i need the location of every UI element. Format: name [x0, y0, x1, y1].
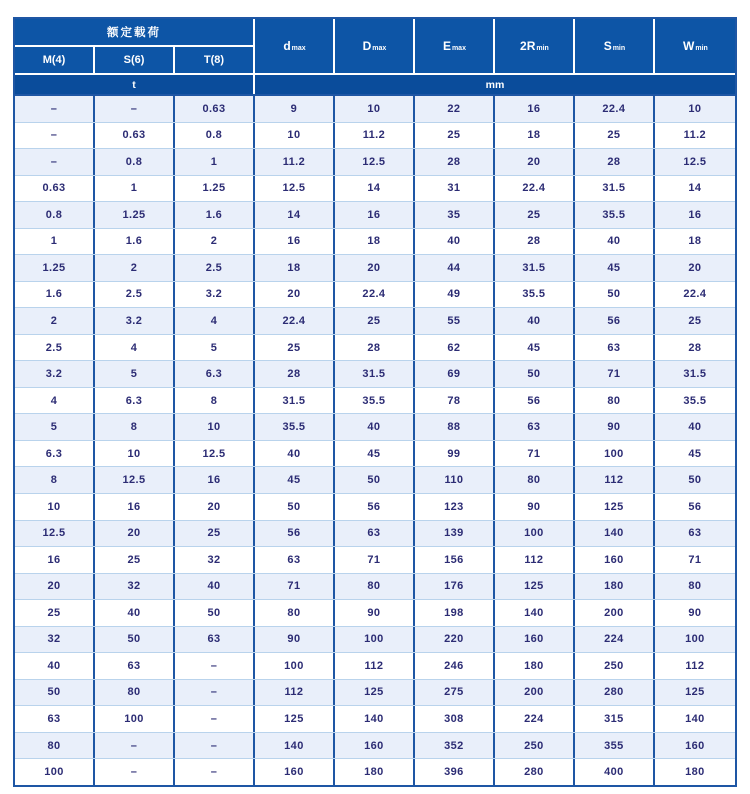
table-cell: 20 — [335, 255, 415, 281]
table-cell: 100 — [335, 627, 415, 653]
table-cell: 112 — [685, 659, 705, 672]
table-cell: – — [175, 706, 255, 732]
table-cell: 125 — [685, 686, 705, 699]
table-cell: 18 — [688, 235, 702, 248]
table-cell: 250 — [495, 733, 575, 759]
table-cell: 25 — [335, 308, 415, 334]
table-cell: 180 — [575, 574, 655, 600]
table-cell: 71 — [255, 574, 335, 600]
table-row — [15, 521, 735, 548]
table-cell: 22.4 — [575, 96, 655, 122]
table-cell: 0.8 — [95, 149, 175, 175]
table-row — [15, 547, 735, 574]
table-cell: 12.5 — [255, 176, 335, 202]
table-cell: 40 — [495, 308, 575, 334]
table-cell: – — [95, 733, 175, 759]
table-cell: 2.5 — [175, 255, 255, 281]
table-row — [15, 414, 735, 441]
dim-label: W — [683, 39, 695, 53]
table-cell: 20 — [175, 494, 255, 520]
table-cell: 90 — [688, 606, 702, 619]
table-cell: 0.63 — [175, 96, 255, 122]
dim-label: E — [442, 39, 451, 53]
table-cell: – — [175, 759, 255, 785]
table-row — [15, 96, 735, 123]
table-cell: 4 — [95, 335, 175, 361]
table-cell: 224 — [575, 627, 655, 653]
table-cell: 180 — [685, 766, 705, 779]
column-header-m4: M(4) — [15, 47, 95, 73]
table-cell: 2 — [175, 229, 255, 255]
table-cell: 31.5 — [495, 255, 575, 281]
table-cell: 80 — [688, 580, 702, 593]
table-cell: 12.5 — [95, 467, 175, 493]
table-cell: 25 — [255, 335, 335, 361]
table-cell: 1 — [175, 149, 255, 175]
unit-dims-label: mm — [485, 78, 505, 91]
table-cell: 35.5 — [683, 394, 707, 407]
table-cell: 1 — [15, 229, 95, 255]
table-cell: 3.2 — [95, 308, 175, 334]
table-cell: 6.3 — [175, 361, 255, 387]
table-cell: 50 — [688, 474, 702, 487]
unit-row — [15, 75, 735, 96]
table-cell: 5 — [175, 335, 255, 361]
column-header-2R-min — [495, 19, 575, 73]
table-cell: 10 — [15, 494, 95, 520]
table-cell: 198 — [415, 600, 495, 626]
table-cell: 50 — [95, 627, 175, 653]
table-cell: 2 — [15, 308, 95, 334]
table-cell: 28 — [688, 341, 702, 354]
table-cell: – — [175, 733, 255, 759]
table-cell: 22.4 — [335, 282, 415, 308]
table-cell: 90 — [575, 414, 655, 440]
table-cell: 112 — [495, 547, 575, 573]
table-cell: 400 — [575, 759, 655, 785]
table-cell: 140 — [495, 600, 575, 626]
table-cell: 22.4 — [255, 308, 335, 334]
table-cell: 2 — [95, 255, 175, 281]
table-cell: – — [15, 96, 95, 122]
table-cell: 224 — [495, 706, 575, 732]
dim-subscript: min — [536, 44, 549, 52]
column-header-D-max — [335, 19, 415, 73]
table-cell: 35 — [415, 202, 495, 228]
table-cell: 28 — [255, 361, 335, 387]
table-cell: 246 — [415, 653, 495, 679]
dim-subscript: min — [695, 44, 708, 52]
table-cell: 63 — [335, 521, 415, 547]
table-cell: 56 — [688, 500, 702, 513]
table-cell: 0.8 — [175, 123, 255, 149]
table-cell: 71 — [688, 553, 702, 566]
table-cell: 80 — [15, 733, 95, 759]
table-cell: 35.5 — [255, 414, 335, 440]
table-cell: 16 — [95, 494, 175, 520]
table-cell: 125 — [575, 494, 655, 520]
table-cell: 80 — [95, 680, 175, 706]
table-cell: 50 — [175, 600, 255, 626]
table-cell: 160 — [575, 547, 655, 573]
table-cell: 63 — [495, 414, 575, 440]
load-class-row — [15, 47, 253, 73]
table-cell: 12.5 — [15, 521, 95, 547]
dim-label: D — [362, 39, 372, 53]
table-cell: 16 — [495, 96, 575, 122]
table-cell: 280 — [575, 680, 655, 706]
table-cell: 18 — [495, 123, 575, 149]
table-cell: 176 — [415, 574, 495, 600]
table-cell: 250 — [575, 653, 655, 679]
table-row — [15, 282, 735, 309]
table-cell: 200 — [575, 600, 655, 626]
dim-subscript: max — [291, 44, 306, 52]
table-cell: 45 — [495, 335, 575, 361]
table-cell: 50 — [255, 494, 335, 520]
table-cell: 99 — [415, 441, 495, 467]
table-cell: 100 — [575, 441, 655, 467]
table-cell: 396 — [415, 759, 495, 785]
table-row — [15, 467, 735, 494]
table-row — [15, 149, 735, 176]
table-row — [15, 441, 735, 468]
table-cell: 32 — [95, 574, 175, 600]
table-cell: 31.5 — [683, 368, 707, 381]
table-cell: 45 — [255, 467, 335, 493]
table-cell: 31.5 — [255, 388, 335, 414]
table-cell: 20 — [495, 149, 575, 175]
table-cell: 16 — [335, 202, 415, 228]
table-cell: 20 — [688, 261, 702, 274]
table-row — [15, 361, 735, 388]
table-cell: 123 — [415, 494, 495, 520]
table-cell: 16 — [255, 229, 335, 255]
table-cell: 32 — [175, 547, 255, 573]
rated-load-label: 额定载荷 — [15, 19, 253, 47]
table-cell: 14 — [255, 202, 335, 228]
table-cell: 125 — [255, 706, 335, 732]
table-cell: 11.2 — [335, 123, 415, 149]
table-row — [15, 388, 735, 415]
table-cell: 50 — [495, 361, 575, 387]
table-cell: 44 — [415, 255, 495, 281]
table-cell: 3.2 — [175, 282, 255, 308]
table-cell: 80 — [335, 574, 415, 600]
table-row — [15, 202, 735, 229]
column-header-d-max — [255, 19, 335, 73]
table-cell: 12.5 — [175, 441, 255, 467]
column-header-S-min — [575, 19, 655, 73]
table-cell: 22 — [415, 96, 495, 122]
table-cell: 280 — [495, 759, 575, 785]
table-cell: 31 — [415, 176, 495, 202]
table-cell: 28 — [415, 149, 495, 175]
table-cell: – — [175, 680, 255, 706]
table-cell: 125 — [335, 680, 415, 706]
table-cell: 1.25 — [15, 255, 95, 281]
table-cell: 112 — [335, 653, 415, 679]
table-cell: 139 — [415, 521, 495, 547]
table-cell: 25 — [688, 315, 702, 328]
table-cell: 3.2 — [15, 361, 95, 387]
table-cell: 22.4 — [495, 176, 575, 202]
table-cell: 2.5 — [15, 335, 95, 361]
table-cell: 14 — [335, 176, 415, 202]
table-cell: 4 — [175, 308, 255, 334]
table-cell: 62 — [415, 335, 495, 361]
table-cell: 25 — [575, 123, 655, 149]
table-cell: 100 — [685, 633, 705, 646]
table-cell: 355 — [575, 733, 655, 759]
table-cell: 6.3 — [95, 388, 175, 414]
table-cell: 80 — [495, 467, 575, 493]
table-cell: 315 — [575, 706, 655, 732]
table-cell: 71 — [335, 547, 415, 573]
table-row — [15, 759, 735, 785]
dim-subscript: max — [451, 44, 466, 52]
table-cell: 9 — [255, 96, 335, 122]
table-cell: – — [15, 123, 95, 149]
table-cell: 16 — [175, 467, 255, 493]
table-cell: 140 — [335, 706, 415, 732]
table-cell: 45 — [575, 255, 655, 281]
table-cell: 160 — [255, 759, 335, 785]
table-cell: 63 — [255, 547, 335, 573]
table-cell: 78 — [415, 388, 495, 414]
table-cell: 8 — [15, 467, 95, 493]
dim-label: 2R — [520, 39, 536, 53]
table-cell: 1.25 — [95, 202, 175, 228]
table-cell: 56 — [335, 494, 415, 520]
table-cell: 69 — [415, 361, 495, 387]
table-cell: 16 — [688, 208, 702, 221]
table-cell: 31.5 — [335, 361, 415, 387]
table-cell: 20 — [95, 521, 175, 547]
table-cell: 160 — [685, 739, 705, 752]
table-cell: 35.5 — [335, 388, 415, 414]
table-cell: 20 — [255, 282, 335, 308]
table-cell: 35.5 — [495, 282, 575, 308]
table-cell: 90 — [335, 600, 415, 626]
table-cell: 11.2 — [683, 129, 707, 142]
table-row — [15, 176, 735, 203]
table-cell: 55 — [415, 308, 495, 334]
table-cell: – — [175, 653, 255, 679]
table-row — [15, 308, 735, 335]
table-cell: 6.3 — [15, 441, 95, 467]
table-cell: 14 — [688, 182, 702, 195]
column-header-E-max — [415, 19, 495, 73]
table-row — [15, 600, 735, 627]
table-cell: 22.4 — [683, 288, 707, 301]
table-header — [15, 19, 735, 75]
table-cell: 40 — [15, 653, 95, 679]
table-cell: 16 — [15, 547, 95, 573]
table-cell: 40 — [175, 574, 255, 600]
table-cell: 1.25 — [175, 176, 255, 202]
table-cell: 40 — [415, 229, 495, 255]
table-cell: 180 — [335, 759, 415, 785]
table-row — [15, 653, 735, 680]
table-cell: 50 — [335, 467, 415, 493]
table-cell: 308 — [415, 706, 495, 732]
table-cell: 5 — [95, 361, 175, 387]
table-cell: 63 — [95, 653, 175, 679]
table-cell: 5 — [15, 414, 95, 440]
table-cell: 56 — [255, 521, 335, 547]
table-cell: 220 — [415, 627, 495, 653]
table-cell: 1.6 — [15, 282, 95, 308]
table-cell: 25 — [95, 547, 175, 573]
unit-load-label: t — [15, 75, 255, 94]
table-cell: 40 — [688, 421, 702, 434]
column-header-W-min — [655, 19, 735, 73]
table-cell: 63 — [575, 335, 655, 361]
table-cell: 10 — [175, 414, 255, 440]
table-cell: 50 — [15, 680, 95, 706]
table-cell: 56 — [495, 388, 575, 414]
table-cell: 18 — [335, 229, 415, 255]
table-cell: – — [95, 759, 175, 785]
table-cell: 28 — [495, 229, 575, 255]
table-cell: 35.5 — [575, 202, 655, 228]
table-cell: 71 — [575, 361, 655, 387]
table-row — [15, 229, 735, 256]
table-cell: – — [15, 149, 95, 175]
table-cell: 50 — [575, 282, 655, 308]
table-cell: 90 — [255, 627, 335, 653]
table-row — [15, 574, 735, 601]
column-header-s6: S(6) — [95, 47, 175, 73]
table-cell: 71 — [495, 441, 575, 467]
table-cell: 0.63 — [15, 176, 95, 202]
table-cell: 352 — [415, 733, 495, 759]
table-row — [15, 494, 735, 521]
table-cell: 8 — [175, 388, 255, 414]
table-cell: 100 — [255, 653, 335, 679]
table-cell: 112 — [255, 680, 335, 706]
table-cell: 10 — [255, 123, 335, 149]
table-cell: 40 — [335, 414, 415, 440]
table-cell: 110 — [415, 467, 495, 493]
table-cell: 1.6 — [175, 202, 255, 228]
table-cell: 40 — [95, 600, 175, 626]
table-cell: 125 — [495, 574, 575, 600]
table-cell: 10 — [335, 96, 415, 122]
table-cell: 25 — [15, 600, 95, 626]
table-cell: 1 — [95, 176, 175, 202]
table-cell: 8 — [95, 414, 175, 440]
table-row — [15, 335, 735, 362]
rated-load-table — [13, 17, 737, 787]
table-cell: 18 — [255, 255, 335, 281]
table-cell: 10 — [95, 441, 175, 467]
table-cell: 63 — [688, 527, 702, 540]
table-cell: 31.5 — [575, 176, 655, 202]
table-cell: 40 — [255, 441, 335, 467]
table-cell: 156 — [415, 547, 495, 573]
table-cell: 32 — [15, 627, 95, 653]
table-row — [15, 680, 735, 707]
column-header-t8: T(8) — [203, 54, 225, 66]
table-row — [15, 123, 735, 150]
table-cell: 200 — [495, 680, 575, 706]
table-row — [15, 255, 735, 282]
rated-load-header-group — [15, 19, 255, 73]
table-cell: 40 — [575, 229, 655, 255]
dim-label: d — [283, 39, 291, 53]
table-cell: – — [95, 96, 175, 122]
table-cell: 140 — [255, 733, 335, 759]
table-cell: 0.8 — [15, 202, 95, 228]
table-cell: 20 — [15, 574, 95, 600]
table-cell: 90 — [495, 494, 575, 520]
table-row — [15, 627, 735, 654]
table-row — [15, 706, 735, 733]
table-cell: 12.5 — [683, 155, 707, 168]
table-cell: 140 — [575, 521, 655, 547]
table-cell: 28 — [335, 335, 415, 361]
table-cell: 10 — [688, 102, 702, 115]
table-cell: 45 — [688, 447, 702, 460]
table-cell: 56 — [575, 308, 655, 334]
table-cell: 100 — [95, 706, 175, 732]
table-cell: 45 — [335, 441, 415, 467]
table-cell: 80 — [575, 388, 655, 414]
table-cell: 11.2 — [255, 149, 335, 175]
table-cell: 275 — [415, 680, 495, 706]
table-cell: 28 — [575, 149, 655, 175]
table-cell: 140 — [685, 712, 705, 725]
dim-subscript: min — [612, 44, 626, 52]
table-cell: 63 — [15, 706, 95, 732]
dim-subscript: max — [372, 44, 387, 52]
dim-label: S — [603, 39, 612, 53]
table-cell: 49 — [415, 282, 495, 308]
table-cell: 0.63 — [95, 123, 175, 149]
table-cell: 25 — [495, 202, 575, 228]
table-cell: 1.6 — [95, 229, 175, 255]
table-cell: 160 — [495, 627, 575, 653]
table-cell: 112 — [575, 467, 655, 493]
table-cell: 63 — [175, 627, 255, 653]
table-cell: 12.5 — [335, 149, 415, 175]
table-cell: 4 — [15, 388, 95, 414]
table-cell: 25 — [175, 521, 255, 547]
table-cell: 160 — [335, 733, 415, 759]
table-cell: 100 — [495, 521, 575, 547]
table-cell: 100 — [15, 759, 95, 785]
table-cell: 180 — [495, 653, 575, 679]
table-cell: 25 — [415, 123, 495, 149]
table-body — [15, 96, 735, 785]
table-cell: 80 — [255, 600, 335, 626]
table-cell: 88 — [415, 414, 495, 440]
table-row — [15, 733, 735, 760]
table-cell: 2.5 — [95, 282, 175, 308]
